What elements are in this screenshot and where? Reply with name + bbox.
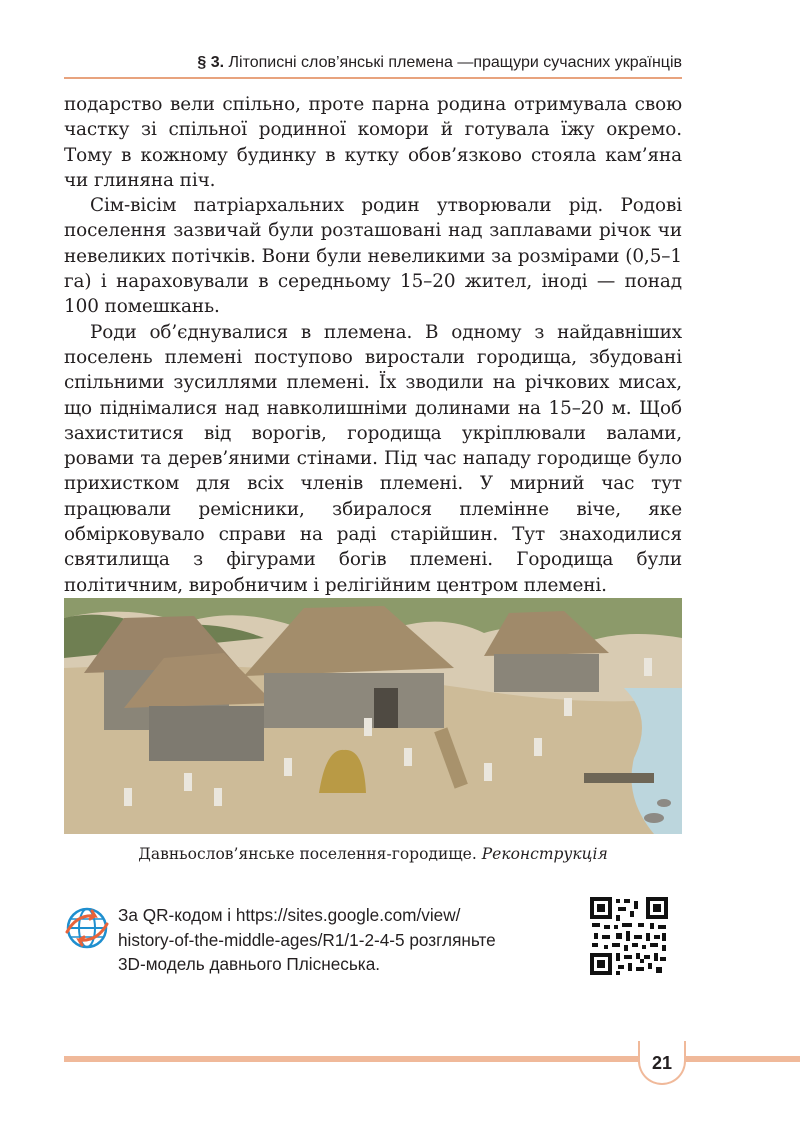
footer-divider (64, 1056, 800, 1062)
qr-line-3: 3D-модель давнього Пліснеська. (118, 954, 381, 974)
running-header (64, 52, 682, 78)
caption-note: Реконструкція (481, 845, 608, 863)
section-number: § 3. (197, 54, 225, 71)
section-title: Літописні слов’янські племена —пращури сучасних українців (228, 54, 682, 71)
settlement-illustration (64, 598, 682, 834)
qr-line-1: За QR-кодом і https://sites.google.com/view/ (118, 905, 461, 925)
paragraph-1: подарство вели спільно, проте парна родина отримувала свою частку зі спільної родинної комори й готувала їжу окремо. Тому в кожному будинку в кутку обов’язково стояла кам’яна чи глиняна піч. (64, 94, 682, 191)
paragraph-2: Сім-вісім патріархальних родин утворювали рід. Родові поселення зазвичай були розташовані над заплавами річок чи невеликих потічків. Вони були невеликими за розмірами (0,5–1 га) і нараховували в середньому 15–20 жител, іноді — понад 100 помешкань. (64, 195, 682, 318)
qr-instructions (118, 903, 558, 977)
illustration-caption (64, 844, 682, 864)
main-text (64, 92, 682, 598)
paragraph-3: Роди об’єднувалися в племена. В одному з найдавніших поселень племені поступово виростали городища, збудовані спільними зусиллями племені. Їх зводили на річкових мисах, що піднімалися над навколишніми долинами на 15–20 м. Щоб захиститися від ворогів, городища укріплювали валами, ровами та дерев’яними стінами. Під час нападу городище було прихистком для всіх членів племені. У мирний час тут працювали ремісники, збиралося племінне віче, яке обмірковувало справи на раді старійшин. Тут знаходилися святилища з фігурами богів племені. Городища були політичним, виробничим і релігійним центром племені. (64, 321, 682, 596)
qr-line-2: history-of-the-middle-ages/R1/1-2-4-5 розгляньте (118, 929, 496, 950)
qr-code[interactable] (590, 897, 668, 975)
globe-icon (65, 906, 109, 950)
page-number: 21 (638, 1041, 686, 1085)
header-divider (64, 77, 682, 79)
caption-text: Давньослов’янське поселення-городище. (138, 845, 477, 863)
